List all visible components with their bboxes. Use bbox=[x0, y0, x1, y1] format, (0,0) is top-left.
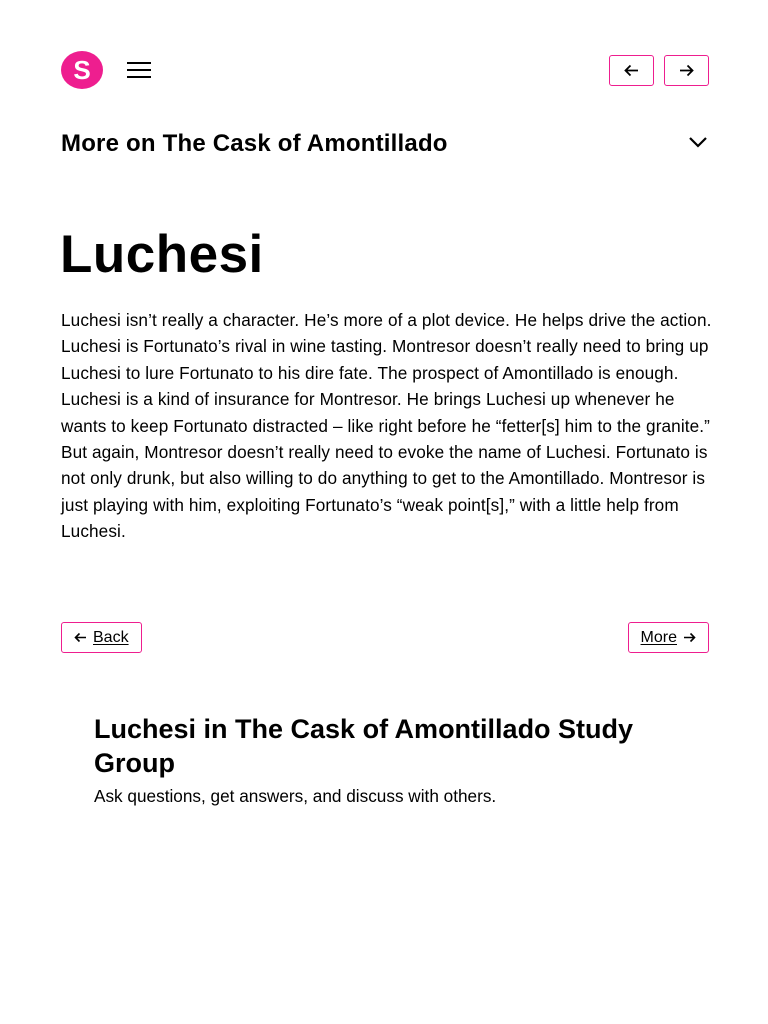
body-text: Luchesi isn’t really a character. He’s more of a plot device. He helps drive the action. Luchesi is Fortunato’s rival in wine tasting. Montresor doesn’t really need to bring up Luchesi to lure Fortunato to his dire fate. The prospect of Amontillado is enough. Luchesi is a kind of insurance for Montresor. He brings Luchesi up whenever he wants to keep Fortunato distracted – like right before he “fetter[s] him to the granite.” But again, Montresor doesn’t really need to evoke the name of Luchesi. Fortunato is not only drunk, but also willing to do anything to get to the Amontillado. Montresor is just playing with him, exploiting Fortunato’s “weak point[s],” with a little help from Luchesi. bbox=[61, 310, 712, 542]
top-bar bbox=[61, 51, 709, 89]
study-group-subtitle: Ask questions, get answers, and discuss with others. bbox=[94, 786, 497, 806]
back-button[interactable] bbox=[61, 622, 142, 653]
back-label: Back bbox=[93, 628, 129, 646]
arrow-right-icon bbox=[679, 64, 694, 77]
page-title: Luchesi bbox=[60, 225, 264, 284]
hamburger-icon[interactable] bbox=[127, 62, 151, 78]
more-button[interactable] bbox=[628, 622, 709, 653]
more-on-dropdown[interactable] bbox=[61, 128, 708, 160]
arrow-left-icon bbox=[624, 64, 639, 77]
more-on-title: More on The Cask of Amontillado bbox=[61, 130, 448, 157]
next-page-button[interactable] bbox=[664, 55, 709, 86]
chevron-down-icon[interactable] bbox=[688, 135, 708, 153]
study-group-title: Luchesi in The Cask of Amontillado Study Group bbox=[94, 714, 634, 778]
arrow-right-icon bbox=[683, 632, 696, 643]
previous-page-button[interactable] bbox=[609, 55, 654, 86]
more-label: More bbox=[640, 628, 677, 646]
logo[interactable]: S bbox=[61, 51, 103, 89]
top-bar-left bbox=[61, 51, 151, 89]
arrow-left-icon bbox=[74, 632, 87, 643]
top-bar-right bbox=[609, 55, 709, 86]
